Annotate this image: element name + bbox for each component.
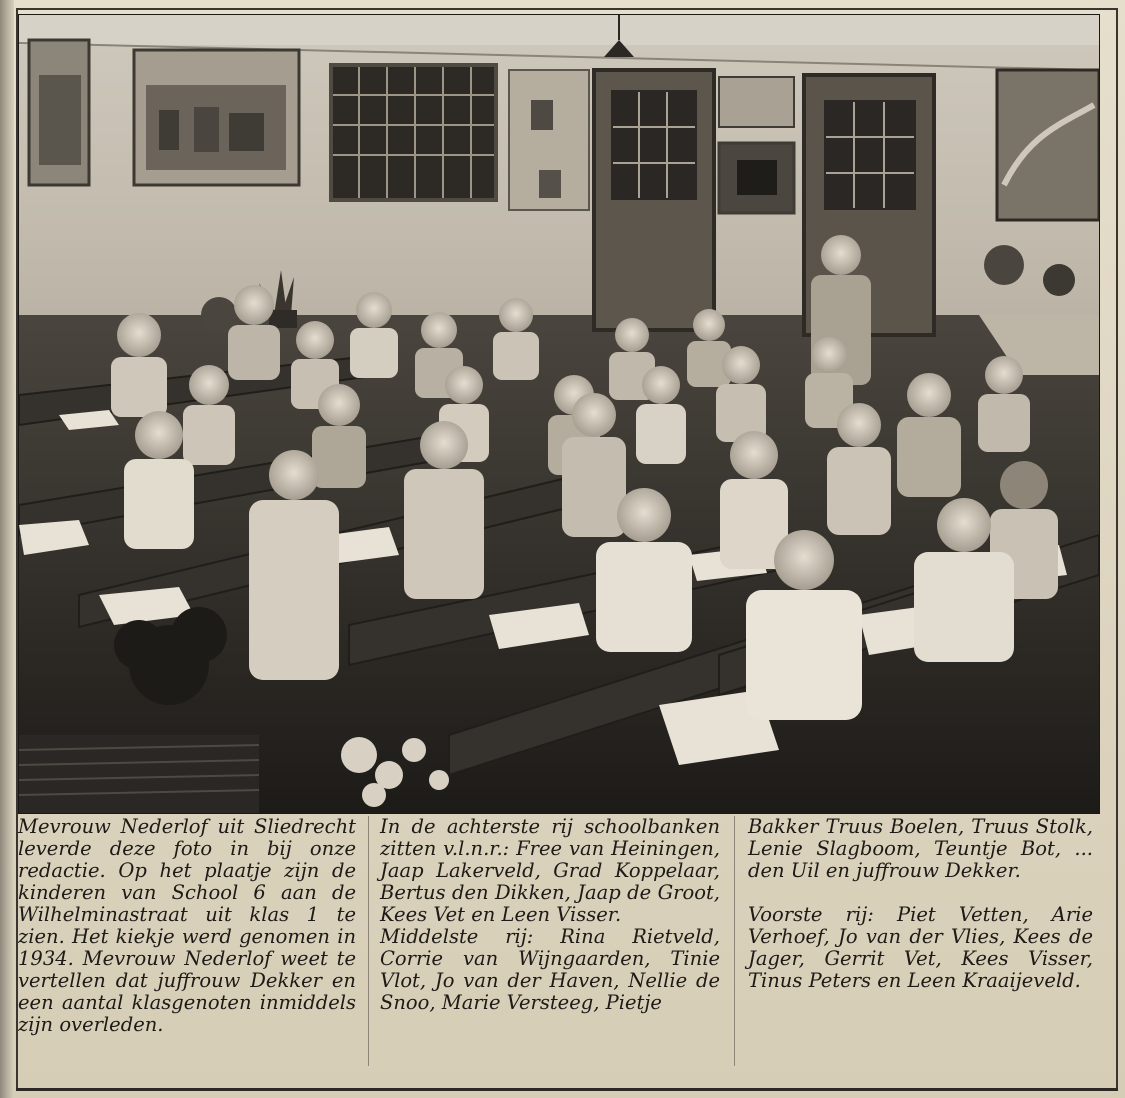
caption-column-1 xyxy=(18,816,356,1036)
classroom-photo xyxy=(18,14,1100,814)
caption-column-2 xyxy=(380,816,720,1014)
caption-area xyxy=(18,816,1106,1078)
caption-intro-text: Mevrouw Nederlof uit Sliedrecht leverde deze foto in bij onze redactie. Op het plaatje zijn de kinderen van School 6 aan de Wilhelminastraat uit klas 1 te zien. Het kiekje werd genomen in 1934. Mevrouw Nederlof weet te vertellen dat juffrouw Dekker en een aantal klasgenoten inmiddels zijn overleden. xyxy=(18,815,356,1036)
column-divider xyxy=(368,816,369,1066)
back-row-names: In de achterste rij schoolbanken zitten v.l.n.r.: Free van Heiningen, Jaap Lakerveld, Grad Koppelaar, Bertus den Dikken, Jaap de Groot, Kees Vet en Leen Visser. xyxy=(380,815,720,926)
classroom-photo-icon xyxy=(19,15,1099,813)
caption-column-3 xyxy=(748,816,1093,992)
column-divider xyxy=(734,816,735,1066)
front-row-names: Voorste rij: Piet Vetten, Arie Verhoef, Jo van der Vlies, Kees de Jager, Gerrit Vet, Kees Visser, Tinus Peters en Leen Kraaijeveld. xyxy=(748,903,1093,992)
bottom-border xyxy=(16,1088,1118,1091)
middle-row-names-continued: Bakker Truus Boelen, Truus Stolk, Lenie Slagboom, Teuntje Bot, ... den Uil en juffrouw Dekker. xyxy=(748,815,1093,882)
middle-row-names: Middelste rij: Rina Rietveld, Corrie van Wijngaarden, Tinie Vlot, Jo van der Haven, Nellie de Snoo, Marie Versteeg, Pietje xyxy=(380,925,720,1014)
torn-edge xyxy=(0,0,14,1098)
